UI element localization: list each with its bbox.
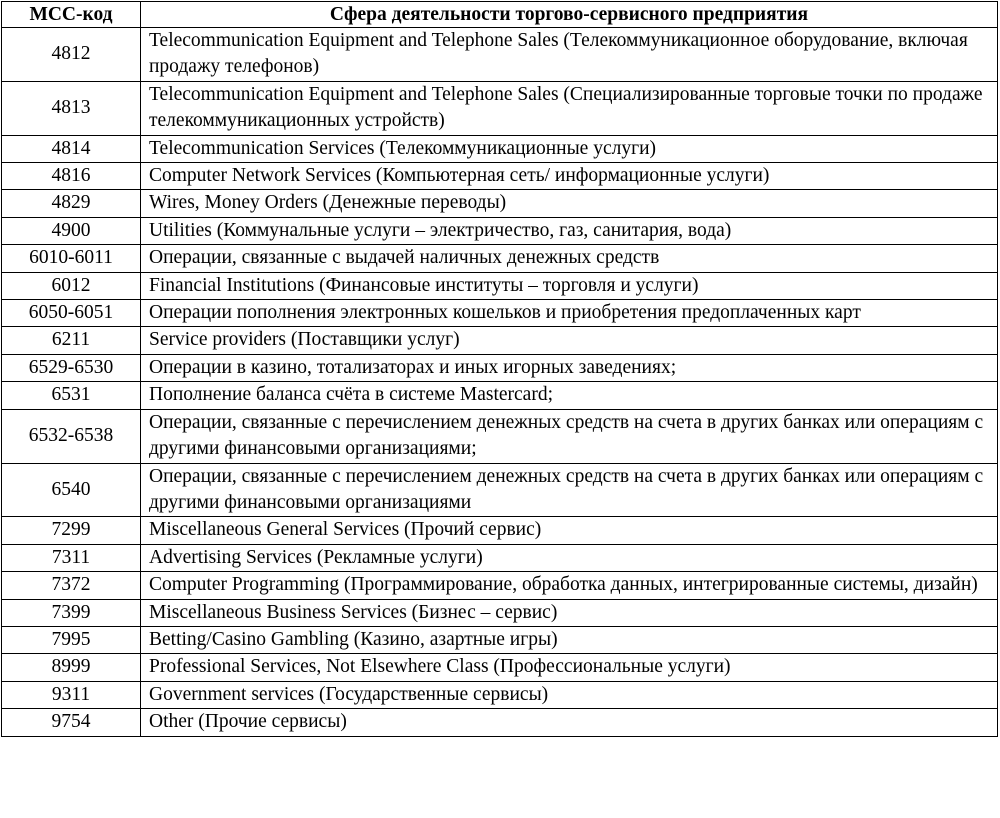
description-cell: Other (Прочие сервисы) xyxy=(141,709,998,736)
table-row xyxy=(2,572,998,599)
table-row xyxy=(2,272,998,299)
mcc-code-cell: 7995 xyxy=(2,626,141,653)
description-cell: Government services (Государственные сервисы) xyxy=(141,681,998,708)
table-row xyxy=(2,245,998,272)
description-cell: Computer Programming (Программирование, обработка данных, интегрированные системы, дизайн) xyxy=(141,572,998,599)
header-row xyxy=(2,2,998,28)
table-row xyxy=(2,409,998,463)
mcc-code-cell: 6012 xyxy=(2,272,141,299)
description-cell: Операции, связанные с перечислением денежных средств на счета в других банках или операциям с другими финансовыми организациями; xyxy=(141,409,998,463)
mcc-code-cell: 4816 xyxy=(2,163,141,190)
mcc-code-cell: 9754 xyxy=(2,709,141,736)
table-row xyxy=(2,654,998,681)
table-row xyxy=(2,300,998,327)
description-cell: Операции, связанные с перечислением денежных средств на счета в других банках или операциям с другими финансовыми организациями xyxy=(141,463,998,517)
description-cell: Telecommunication Services (Телекоммуникационные услуги) xyxy=(141,135,998,162)
table-row xyxy=(2,327,998,354)
description-cell: Операции, связанные с выдачей наличных денежных средств xyxy=(141,245,998,272)
table-row xyxy=(2,382,998,409)
table-row xyxy=(2,544,998,571)
mcc-code-cell: 7299 xyxy=(2,517,141,544)
mcc-code-cell: 6010-6011 xyxy=(2,245,141,272)
description-cell: Miscellaneous Business Services (Бизнес – сервис) xyxy=(141,599,998,626)
table-row xyxy=(2,354,998,381)
mcc-code-cell: 6531 xyxy=(2,382,141,409)
table-row xyxy=(2,626,998,653)
table-row xyxy=(2,599,998,626)
description-cell: Telecommunication Equipment and Telephone Sales (Специализированные торговые точки по продаже телекоммуникационных устройств) xyxy=(141,81,998,135)
description-cell: Miscellaneous General Services (Прочий сервис) xyxy=(141,517,998,544)
description-cell: Telecommunication Equipment and Telephone Sales (Телекоммуникационное оборудование, включая продажу телефонов) xyxy=(141,28,998,82)
description-cell: Professional Services, Not Elsewhere Class (Профессиональные услуги) xyxy=(141,654,998,681)
table-row xyxy=(2,135,998,162)
mcc-code-cell: 6532-6538 xyxy=(2,409,141,463)
table-row xyxy=(2,163,998,190)
mcc-code-cell: 7372 xyxy=(2,572,141,599)
table-row xyxy=(2,681,998,708)
mcc-code-cell: 6050-6051 xyxy=(2,300,141,327)
header-mcc-code: МСС-код xyxy=(2,2,141,28)
description-cell: Computer Network Services (Компьютерная сеть/ информационные услуги) xyxy=(141,163,998,190)
mcc-code-cell: 6540 xyxy=(2,463,141,517)
header-business-sphere: Сфера деятельности торгово-сервисного предприятия xyxy=(141,2,998,28)
table-row xyxy=(2,28,998,82)
mcc-code-cell: 4813 xyxy=(2,81,141,135)
table-row xyxy=(2,463,998,517)
description-cell: Wires, Money Orders (Денежные переводы) xyxy=(141,190,998,217)
table-row xyxy=(2,190,998,217)
table-row xyxy=(2,517,998,544)
table-row xyxy=(2,709,998,736)
mcc-code-cell: 4812 xyxy=(2,28,141,82)
description-cell: Операции в казино, тотализаторах и иных игорных заведениях; xyxy=(141,354,998,381)
mcc-code-cell: 4900 xyxy=(2,217,141,244)
mcc-code-cell: 4814 xyxy=(2,135,141,162)
table-row xyxy=(2,217,998,244)
mcc-code-cell: 6529-6530 xyxy=(2,354,141,381)
mcc-code-cell: 9311 xyxy=(2,681,141,708)
description-cell: Financial Institutions (Финансовые институты – торговля и услуги) xyxy=(141,272,998,299)
mcc-code-cell: 7311 xyxy=(2,544,141,571)
mcc-code-cell: 6211 xyxy=(2,327,141,354)
description-cell: Операции пополнения электронных кошельков и приобретения предоплаченных карт xyxy=(141,300,998,327)
mcc-table xyxy=(1,1,998,737)
description-cell: Service providers (Поставщики услуг) xyxy=(141,327,998,354)
table-row xyxy=(2,81,998,135)
mcc-code-cell: 8999 xyxy=(2,654,141,681)
mcc-code-cell: 7399 xyxy=(2,599,141,626)
description-cell: Utilities (Коммунальные услуги – электричество, газ, санитария, вода) xyxy=(141,217,998,244)
mcc-code-cell: 4829 xyxy=(2,190,141,217)
description-cell: Betting/Casino Gambling (Казино, азартные игры) xyxy=(141,626,998,653)
description-cell: Пополнение баланса счёта в системе Mastercard; xyxy=(141,382,998,409)
description-cell: Advertising Services (Рекламные услуги) xyxy=(141,544,998,571)
